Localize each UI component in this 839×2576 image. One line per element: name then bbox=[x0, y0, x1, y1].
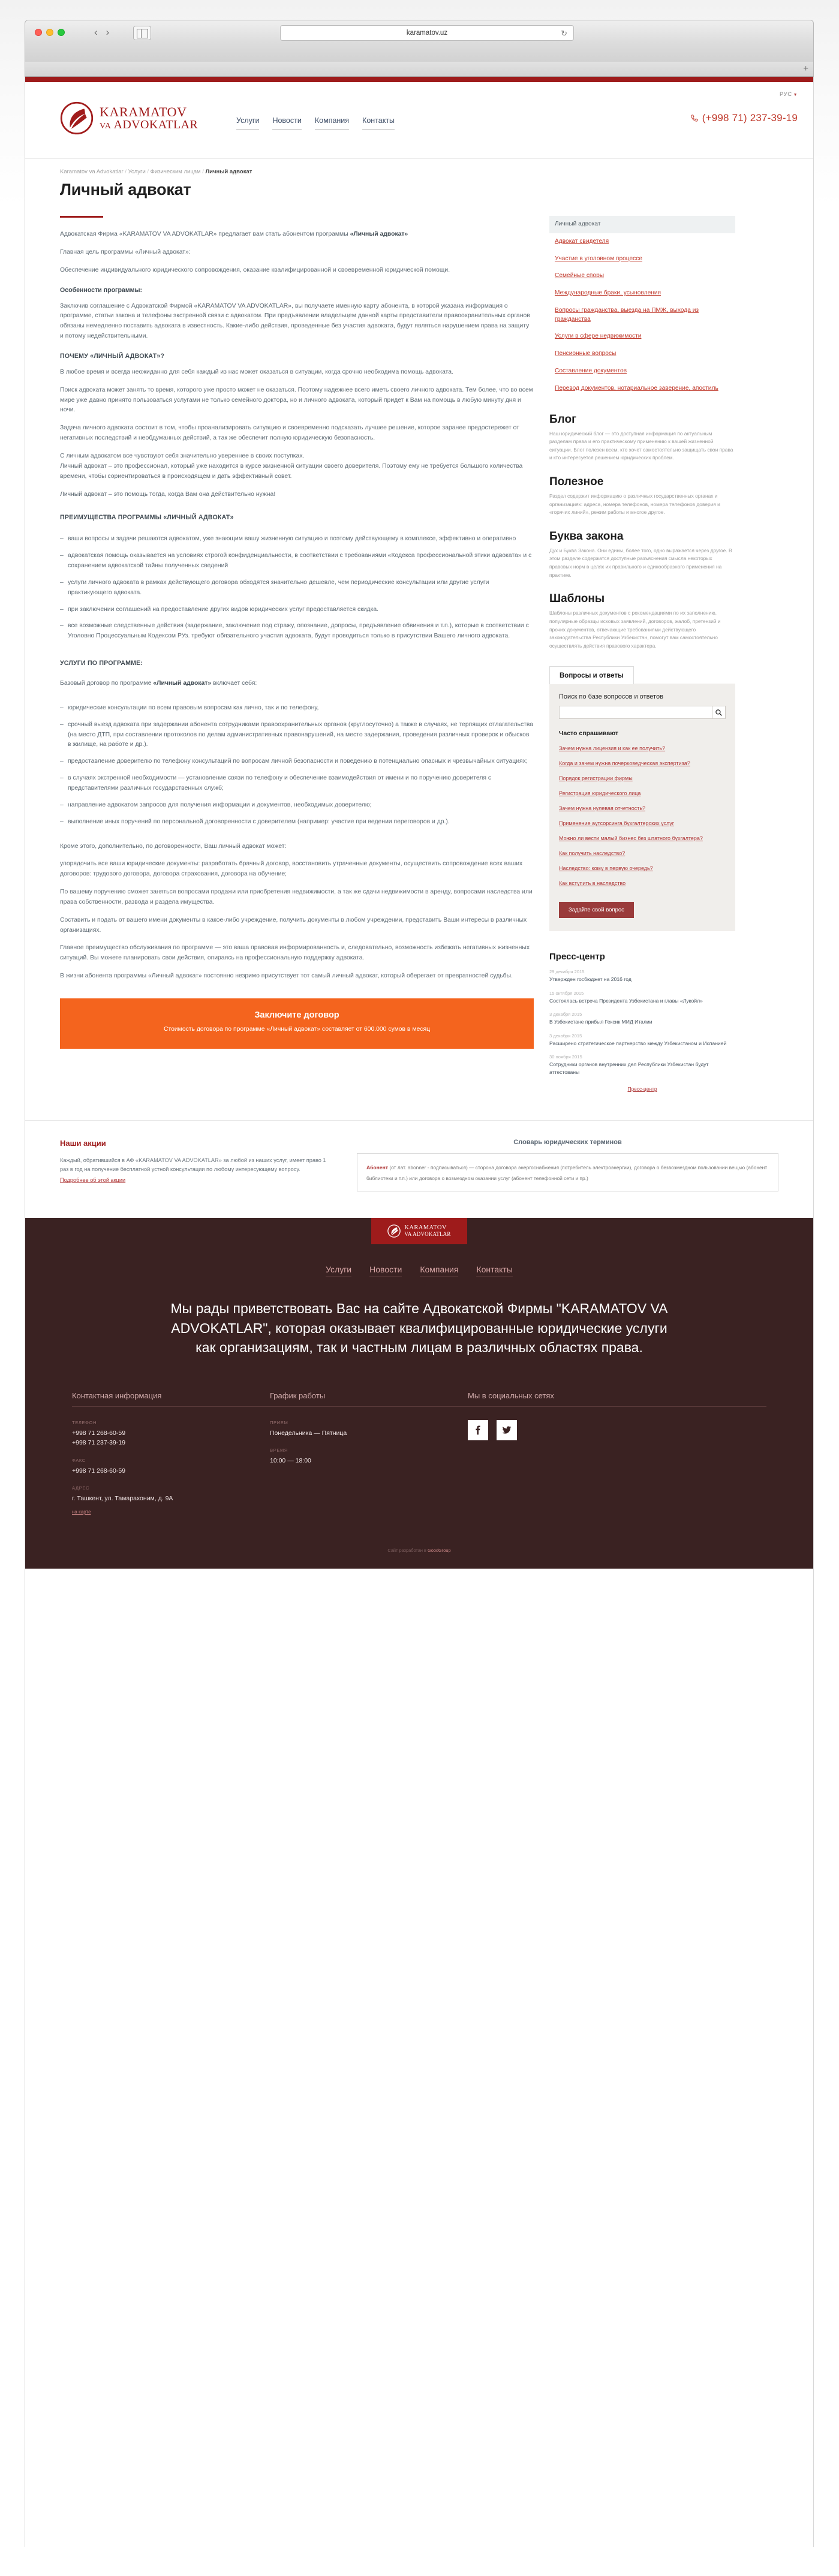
press-item-date: 29 декабря 2015 bbox=[549, 969, 585, 975]
why-paragraph-1: В любое время и всегда неожиданно для себя каждый из нас может оказаться в ситуации, когда срочно необходима помощь адвоката. bbox=[60, 368, 453, 375]
press-item-text: Утвержден госбюджет на 2016 год bbox=[549, 976, 631, 983]
press-center-more-link[interactable]: Пресс-центр bbox=[627, 1086, 657, 1093]
qa-widget bbox=[549, 666, 735, 931]
press-item[interactable] bbox=[549, 1012, 735, 1025]
breadcrumb-item-individuals[interactable]: Физическим лицам bbox=[150, 168, 201, 175]
footer-phones bbox=[72, 1428, 270, 1448]
nav-item-contacts[interactable]: Контакты bbox=[362, 116, 395, 130]
search-icon bbox=[715, 709, 723, 717]
content-area bbox=[25, 199, 813, 1094]
header-phone[interactable] bbox=[690, 112, 798, 124]
sidebar-block-blog[interactable] bbox=[549, 413, 735, 462]
promotions-link[interactable]: Подробнее об этой акции bbox=[60, 1177, 126, 1184]
main-navigation[interactable] bbox=[236, 116, 395, 130]
sidebar-block-text: Наш юридический блог — это доступная информация по актуальным разделам права и его практическому применению к вашей жизненной ситуации. Блог полезен всем, кто хочет самостоятельно защищать свои права и кто интересуется решением юридических проблем. bbox=[549, 430, 733, 461]
footer-logo-line-1: KARAMATOV bbox=[404, 1224, 447, 1232]
press-item[interactable] bbox=[549, 991, 735, 1004]
site-logo[interactable] bbox=[60, 101, 198, 135]
why-paragraph-6: Личный адвокат – это помощь тогда, когда Вам она действительно нужна! bbox=[60, 490, 276, 498]
services-lead-c: включает себя: bbox=[211, 680, 257, 687]
promotions-text: Каждый, обратившийся в АФ «KARAMATOV VA ADVOKATLAR» за любой из наших услуг, имеет право 1 раз в год на получение бесплатной устной консультации по любому интересующему вопросу. bbox=[60, 1157, 326, 1173]
cta-subtitle: Стоимость договора по программе «Личный адвокат» составляет от 600.000 сумов в месяц bbox=[163, 1025, 431, 1033]
breadcrumb-item-services[interactable]: Услуги bbox=[128, 168, 146, 175]
list-item: – направление адвокатом запросов для получения информации и документов, необходимых доверителю; bbox=[60, 801, 534, 811]
faq-link[interactable]: Применение аутсорсинга бухгалтерских услуг bbox=[559, 820, 675, 827]
footer-fax: +998 71 268-60-59 bbox=[72, 1467, 126, 1474]
list-item: – услуги личного адвоката в рамках действующего договора обходятся значительно дешевле, чем периодические консультации или другие услуги практикующего адвоката. bbox=[60, 578, 534, 598]
breadcrumb-separator: / bbox=[125, 168, 127, 175]
press-item-text: Сотрудники органов внутренних дел Республики Узбекистан будут аттестованы bbox=[549, 1061, 709, 1075]
navigation-buttons[interactable] bbox=[94, 26, 109, 38]
footer-navigation[interactable] bbox=[25, 1244, 813, 1299]
sidebar-block-title: Блог bbox=[549, 413, 576, 426]
list-item[interactable] bbox=[559, 862, 726, 873]
close-window-button[interactable] bbox=[35, 29, 42, 36]
faq-link[interactable]: Регистрация юридического лица bbox=[559, 790, 641, 797]
sidebar-item-label[interactable]: Перевод документов, нотариальное заверение, апостиль bbox=[555, 384, 718, 392]
footer-address-caption: АДРЕС bbox=[72, 1485, 90, 1491]
sidebar-item-label[interactable]: Составление документов bbox=[555, 368, 627, 375]
promotions-title: Наши акции bbox=[60, 1139, 106, 1148]
logo-line-2: ADVOKATLAR bbox=[113, 118, 199, 132]
list-item[interactable] bbox=[559, 757, 726, 768]
extra-paragraph-1: упорядочить все ваши юридические документы: разработать брачный договор, восстановить утраченные документы, осуществить сопровождение всех ваших договоров: трудового договора, договора страхования, договора на обучение; bbox=[60, 860, 523, 878]
list-item[interactable] bbox=[559, 832, 726, 843]
cta-title: Заключите договор bbox=[254, 1010, 339, 1020]
why-paragraph-5: Личный адвокат – это профессионал, который уже находится в курсе жизненной ситуации своего доверителя. Поэтому ему не требуется большого количества времени, чтобы сориентироваться в происходящем и дать эффективный совет. bbox=[60, 462, 523, 480]
footer-contact-column bbox=[72, 1391, 270, 1516]
promo-strip bbox=[25, 1120, 813, 1218]
intro-paragraph-3: Обеспечение индивидуального юридического сопровождения, оказание квалифицированной и своевременной юридической помощи. bbox=[60, 266, 450, 273]
extra-lead: Кроме этого, дополнительно, по договоренности, Ваш личный адвокат может: bbox=[60, 842, 287, 850]
tab-questions-answers[interactable]: Вопросы и ответы bbox=[549, 666, 634, 684]
list-item[interactable] bbox=[559, 772, 726, 783]
services-lead-b: «Личный адвокат» bbox=[153, 680, 212, 687]
phone-icon bbox=[690, 114, 699, 123]
press-item-text: Расширено стратегическое партнерство между Узбекистаном и Испанией bbox=[549, 1040, 727, 1046]
why-paragraph-3: Задача личного адвоката состоит в том, чтобы проанализировать ситуацию и своевременно подсказать лучшее решение, которое заранее предостережет от негативных последствий и необдуманных действий, а так же обеспечит полную юридическую безопасность. bbox=[60, 425, 519, 442]
twitter-glyph-icon bbox=[501, 1425, 512, 1436]
intro-1-a: Адвокатская Фирма «KARAMATOV VA ADVOKATLAR» предлагает вам стать абонентом программы bbox=[60, 231, 350, 237]
footer-nav-item-contacts[interactable]: Контакты bbox=[476, 1265, 512, 1277]
list-item[interactable] bbox=[559, 742, 726, 753]
footer-nav-item-news[interactable]: Новости bbox=[369, 1265, 402, 1277]
list-item: – выполнение иных поручений по персональной договоренности с доверителем (например: участие при ведении переговоров и др.). bbox=[60, 817, 534, 827]
sidebar-block-letter-of-law[interactable] bbox=[549, 530, 735, 579]
sidebar-item-label[interactable]: Адвокат свидетеля bbox=[555, 237, 609, 245]
nav-item-services[interactable]: Услуги bbox=[236, 116, 259, 130]
sidebar-block-text: Дух и Буква Закона. Они едины, более того, одно выражается через другое. В этом разделе содержатся доступные разъяснения смысла некоторых правовых норм в целях их правильного и единообразного применения на практике. bbox=[549, 547, 732, 578]
list-item: – ваши вопросы и задачи решаются адвокатом, уже знающим вашу жизненную ситуацию и поэтому действующему в комплексе, эффективно и оперативно bbox=[60, 534, 534, 544]
footer-columns bbox=[25, 1391, 813, 1516]
logo-mark-icon bbox=[60, 101, 94, 135]
footer-phone-2[interactable]: +998 71 237-39-19 bbox=[72, 1439, 126, 1447]
twitter-icon[interactable] bbox=[497, 1420, 517, 1440]
intro-paragraph-2: Главная цель программы «Личный адвокат»: bbox=[60, 248, 191, 255]
faq-link[interactable]: Порядок регистрации фирмы bbox=[559, 775, 633, 782]
sidebar-item-criminal-process[interactable] bbox=[549, 251, 735, 268]
top-red-stripe bbox=[25, 77, 813, 82]
search-input[interactable] bbox=[559, 706, 712, 719]
sidebar-item-label[interactable]: Семейные споры bbox=[555, 272, 605, 279]
breadcrumb-current: Личный адвокат bbox=[205, 168, 252, 175]
footer-hours-caption: ВРЕМЯ bbox=[270, 1448, 288, 1453]
language-label: РУС bbox=[780, 91, 792, 98]
sidebar-item-citizenship[interactable] bbox=[549, 302, 735, 329]
nav-item-company[interactable]: Компания bbox=[315, 116, 349, 130]
window-controls[interactable] bbox=[35, 29, 65, 36]
nav-item-news[interactable]: Новости bbox=[272, 116, 301, 130]
advantages-list bbox=[60, 534, 534, 642]
extra-paragraph-2: По вашему поручению сможет заняться вопросами продажи или приобретения недвижимости, а так же сдачи недвижимости в аренду, вопросами наследства или права собственности, развода и раздела имущества. bbox=[60, 889, 533, 905]
list-item: – адвокатская помощь оказывается на условиях строгой конфиденциальности, в соответствии с требованиями «Кодекса профессиональной этики адвоката» и с сохранением адвокатской тайны полученных сведений bbox=[60, 551, 534, 571]
footer-social-column bbox=[468, 1391, 766, 1516]
faq-link[interactable]: Наследство: кому в первую очередь? bbox=[559, 865, 653, 872]
footer-address: г. Ташкент, ул. Тамарахоним, д. 9А bbox=[72, 1494, 173, 1502]
footer-nav-item-services[interactable]: Услуги bbox=[326, 1265, 351, 1277]
sidebar-block-useful[interactable] bbox=[549, 476, 735, 517]
breadcrumb[interactable] bbox=[60, 168, 778, 175]
qa-search-label: Поиск по базе вопросов и ответов bbox=[559, 693, 663, 701]
intro-paragraph-1 bbox=[60, 230, 534, 240]
cta-banner[interactable] bbox=[60, 998, 534, 1049]
press-item-date: 3 декабря 2015 bbox=[549, 1033, 582, 1039]
footer-logo-mark-icon bbox=[387, 1224, 401, 1238]
footer-social-title: Мы в социальных сетях bbox=[468, 1391, 766, 1407]
breadcrumb-area bbox=[25, 159, 813, 199]
sidebar-item-witness-lawyer[interactable] bbox=[549, 233, 735, 251]
list-item[interactable] bbox=[559, 817, 726, 828]
address-bar[interactable] bbox=[280, 25, 574, 41]
press-item-text: Состоялась встреча Президента Узбекистана и главы «Лукойл» bbox=[549, 997, 703, 1004]
services-lead-a: Базовый договор по программе bbox=[60, 680, 154, 687]
address-bar-url: karamatov.uz bbox=[406, 29, 448, 37]
footer-fax-caption: ФАКС bbox=[72, 1457, 86, 1463]
footer-logo[interactable] bbox=[371, 1218, 467, 1244]
faq-heading: Часто спрашивают bbox=[559, 730, 619, 738]
footer-days-caption: ПРИЕМ bbox=[270, 1420, 288, 1426]
glossary-title: Словарь юридических терминов bbox=[513, 1139, 622, 1146]
back-icon[interactable]: ‹ bbox=[94, 26, 98, 38]
sidebar-item-personal-lawyer[interactable] bbox=[549, 216, 735, 233]
extra-paragraph-3: Составить и подать от вашего имени документы в какое-либо учреждение, получить документы в любом учреждении, представить Ваши интересы в различных организациях. bbox=[60, 916, 527, 934]
footer-credits bbox=[25, 1516, 813, 1569]
services-lead bbox=[60, 679, 534, 689]
search-button[interactable] bbox=[712, 706, 726, 719]
faq-link[interactable]: Как вступить в наследство bbox=[559, 880, 626, 887]
sidebar-block-text: Раздел содержит информацию о различных государственных органах и организациях: адреса, номера телефонов, номера телефонов доверия и «горячих линий», режим работы и многое другое. bbox=[549, 493, 720, 516]
footer-logo-line-2: VA ADVOKATLAR bbox=[404, 1230, 451, 1237]
main-column bbox=[60, 216, 534, 1094]
faq-link[interactable]: Когда и зачем нужна почерковедческая экспертиза? bbox=[559, 760, 690, 767]
footer-contact-title: Контактная информация bbox=[72, 1391, 270, 1407]
press-center bbox=[549, 952, 735, 1094]
footer-credits-brand[interactable]: GoodGroup bbox=[427, 1548, 451, 1554]
faq-link[interactable]: Как получить наследство? bbox=[559, 850, 626, 857]
why-paragraph-4: С личным адвокатом все чувствуют себя значительно увереннее в своих поступках. bbox=[60, 452, 305, 459]
breadcrumb-separator: / bbox=[147, 168, 149, 175]
promotions-block bbox=[60, 1139, 333, 1191]
footer-logo-wordmark bbox=[404, 1225, 450, 1237]
facebook-glyph-icon bbox=[473, 1425, 483, 1436]
heading-services: УСЛУГИ ПО ПРОГРАММЕ: bbox=[60, 660, 143, 667]
faq-link[interactable]: Можно ли вести малый бизнес без штатного бухгалтера? bbox=[559, 835, 703, 842]
glossary-card bbox=[357, 1153, 778, 1191]
footer-hours: 10:00 — 18:00 bbox=[270, 1457, 311, 1465]
bookmarks-bar bbox=[25, 62, 814, 77]
glossary-block bbox=[357, 1139, 778, 1191]
footer-credits-prefix: Сайт разработан в bbox=[387, 1548, 428, 1554]
press-item-date: 15 октября 2015 bbox=[549, 990, 584, 996]
chevron-down-icon: ▼ bbox=[793, 93, 798, 97]
sidebar-item-translation[interactable] bbox=[549, 380, 735, 398]
press-item-text: В Узбекистане прибыл Гексик МИД Италии bbox=[549, 1019, 652, 1025]
forward-icon[interactable]: › bbox=[106, 26, 110, 38]
sidebar-item-international-marriage[interactable] bbox=[549, 285, 735, 302]
sidebar-block-templates[interactable] bbox=[549, 592, 735, 650]
sidebar-service-menu[interactable] bbox=[549, 216, 735, 398]
new-tab-icon[interactable]: + bbox=[803, 64, 808, 74]
sidebar-item-label[interactable]: Участие в уголовном процессе bbox=[555, 255, 643, 262]
list-item: – юридические консультации по всем правовым вопросам как лично, так и по телефону, bbox=[60, 703, 534, 714]
sidebar-toggle-icon[interactable] bbox=[133, 26, 151, 40]
press-item[interactable] bbox=[549, 1033, 735, 1047]
list-item[interactable] bbox=[559, 787, 726, 798]
page-title: Личный адвокат bbox=[60, 180, 191, 198]
maximize-window-button[interactable] bbox=[58, 29, 65, 36]
sidebar bbox=[549, 216, 735, 1094]
site-header bbox=[25, 82, 813, 159]
breadcrumb-separator: / bbox=[202, 168, 204, 175]
footer-schedule-title: График работы bbox=[270, 1391, 468, 1407]
press-item[interactable] bbox=[549, 969, 735, 983]
sidebar-block-text: Шаблоны различных документов с рекомендациями по их заполнению, популярные образцы исковых заявлений, договоров, жалоб, претензий и прочих документов, отвечающие требованиями действующего законодательства Республики Узбекистан, помогут вам самостоятельно осуществлять действия правового характера. bbox=[549, 610, 721, 649]
heading-features: Особенности программы: bbox=[60, 286, 143, 294]
header-phone-number: (+998 71) 237-39-19 bbox=[702, 112, 798, 124]
glossary-definition: (от лат. abonner - подписываться) — сторона договора энергоснабжения (потребитель электроэнергии), договора о безвозмездном пользовании вещью (абонент библиотеки и т.п.) или договора о возмездном оказании услуг (абонент телефонной сети и пр.) bbox=[366, 1164, 768, 1182]
sidebar-item-label[interactable]: Пенсионные вопросы bbox=[555, 350, 617, 357]
glossary-term: Абонент bbox=[366, 1164, 389, 1171]
ask-question-button[interactable]: Задайте свой вопрос bbox=[559, 902, 634, 918]
heading-why: ПОЧЕМУ «ЛИЧНЫЙ АДВОКАТ»? bbox=[60, 352, 165, 360]
extra-paragraph-5: В жизни абонента программы «Личный адвокат» постоянно незримо присутствует тот самый личный адвокат, который оберегает от превратностей судьбы. bbox=[60, 973, 513, 980]
faq-link[interactable]: Зачем нужна лицензия и как ее получить? bbox=[559, 745, 666, 752]
footer-days: Понедельника — Пятница bbox=[270, 1430, 347, 1437]
title-rule bbox=[60, 216, 103, 218]
breadcrumb-item-home[interactable]: Karamatov va Advokatlar bbox=[60, 168, 124, 175]
list-item: – при заключении соглашений на предоставление других видов юридических услуг предоставляется скидка. bbox=[60, 605, 534, 615]
footer-hero-text: Мы рады приветствовать Вас на сайте Адвокатской Фирмы "KARAMATOV VA ADVOKATLAR", которая оказывает квалифицированные юридические услуги как организациям, так и частным лицам в различных областях права. bbox=[170, 1301, 668, 1356]
extra-paragraph-4: Главное преимущество обслуживания по программе — это ваша правовая информированность и, следовательно, возможность избежать негативных жизненных ситуаций. Вы можете планировать свои действия, опираясь на профессиональную поддержку адвоката. bbox=[60, 944, 530, 962]
list-item[interactable] bbox=[559, 802, 726, 813]
footer-schedule-column bbox=[270, 1391, 468, 1516]
list-item[interactable] bbox=[559, 877, 726, 888]
press-item[interactable] bbox=[549, 1054, 735, 1076]
qa-panel bbox=[549, 684, 735, 931]
sidebar-item-label[interactable]: Международные браки, усыновления bbox=[555, 290, 661, 297]
list-item: – в случаях экстренной необходимости — установление связи по телефону и обеспечение взаимодействия от имени и по поручению доверителя с представителями различных государственных служб; bbox=[60, 774, 534, 794]
list-item[interactable] bbox=[559, 847, 726, 858]
logo-line-2-small: VA bbox=[100, 122, 112, 131]
sidebar-item-label[interactable]: Вопросы гражданства, выезда на ПМЖ, выхода из гражданства bbox=[555, 306, 699, 323]
heading-advantages: ПРЕИМУЩЕСТВА ПРОГРАММЫ «ЛИЧНЫЙ АДВОКАТ» bbox=[60, 514, 234, 522]
sidebar-item-real-estate[interactable] bbox=[549, 328, 735, 345]
list-item: – предоставление доверителю по телефону консультаций по вопросам личной безопасности и поведению в потенциально опасных и чрезвычайных ситуациях; bbox=[60, 757, 534, 767]
footer-map-link[interactable]: на карте bbox=[72, 1509, 91, 1515]
site-viewport bbox=[25, 77, 814, 2547]
press-item-date: 30 ноября 2015 bbox=[549, 1054, 582, 1060]
site-footer bbox=[25, 1218, 813, 1569]
list-item: – срочный выезд адвоката при задержании абонента сотрудниками правоохранительных органов (круглосуточно) а также в случаях, не терпящих отлагательства (на место ДТП, при составлении протоколов по делам административных правонарушений, на место задержания, проведения различных проверок и обысков в жилище, на работе и др.). bbox=[60, 720, 534, 751]
language-switcher[interactable] bbox=[780, 91, 798, 98]
intro-1-b: «Личный адвокат» bbox=[350, 231, 408, 237]
sidebar-block-title: Буква закона bbox=[549, 529, 624, 543]
press-center-title: Пресс-центр bbox=[549, 952, 605, 962]
sidebar-item-pension[interactable] bbox=[549, 345, 735, 363]
why-paragraph-2: Поиск адвоката может занять то время, которого уже просто может не оказаться. Поэтому надежнее всего иметь своего личного адвоката. Тем более, что во всем мире уже давно принято пользоваться услугами не только семейного доктора, но и личного адвоката, который придет к Вам на помощь в любую минуту дня и ночи. bbox=[60, 386, 533, 414]
reload-icon[interactable]: ↻ bbox=[561, 29, 567, 38]
faq-link[interactable]: Зачем нужна нулевая отчетность? bbox=[559, 805, 646, 812]
facebook-icon[interactable] bbox=[468, 1420, 488, 1440]
logo-wordmark bbox=[100, 106, 198, 131]
social-links[interactable] bbox=[468, 1420, 766, 1440]
logo-line-1: KARAMATOV bbox=[100, 104, 187, 119]
services-list bbox=[60, 703, 534, 827]
sidebar-item-label[interactable]: Услуги в сфере недвижимости bbox=[555, 333, 642, 340]
browser-chrome bbox=[25, 20, 814, 62]
sidebar-item-label: Личный адвокат bbox=[555, 221, 601, 227]
sidebar-item-family-disputes[interactable] bbox=[549, 267, 735, 285]
sidebar-block-title: Полезное bbox=[549, 476, 604, 489]
footer-nav-item-company[interactable]: Компания bbox=[420, 1265, 458, 1277]
footer-phone-1[interactable]: +998 71 268-60-59 bbox=[72, 1430, 126, 1437]
press-item-date: 3 декабря 2015 bbox=[549, 1012, 582, 1018]
faq-list bbox=[559, 742, 726, 888]
qa-search-row[interactable] bbox=[559, 706, 726, 719]
sidebar-item-documents[interactable] bbox=[549, 363, 735, 380]
features-text: Заключив соглашение с Адвокатской Фирмой «KARAMATOV VA ADVOKATLAR», вы получаете именную карту абонента, в которой указана информация о программе, статьи закона и телефоны экстренной связи с адвокатом. При предъявлении владельцем данной карты представители правоохранительных органов обязаны немедленно поставить адвоката в известность. Какие-либо действия, проведенные без участия адвоката, будут являться нарушением права на защиту и потому недействительными. bbox=[60, 302, 530, 340]
list-item: – все возможные следственные действия (задержание, заключение под стражу, опознание, допросы, предъявление обвинения и т.п.), которые в соответствии с Уголовно Процессуальным Кодексом РУз. требуют обязательного участия адвоката, будут проводиться только в присутствии Вашего личного адвоката. bbox=[60, 621, 534, 642]
footer-phone-caption: ТЕЛЕФОН bbox=[72, 1420, 97, 1426]
minimize-window-button[interactable] bbox=[46, 29, 53, 36]
sidebar-block-title: Шаблоны bbox=[549, 592, 605, 606]
